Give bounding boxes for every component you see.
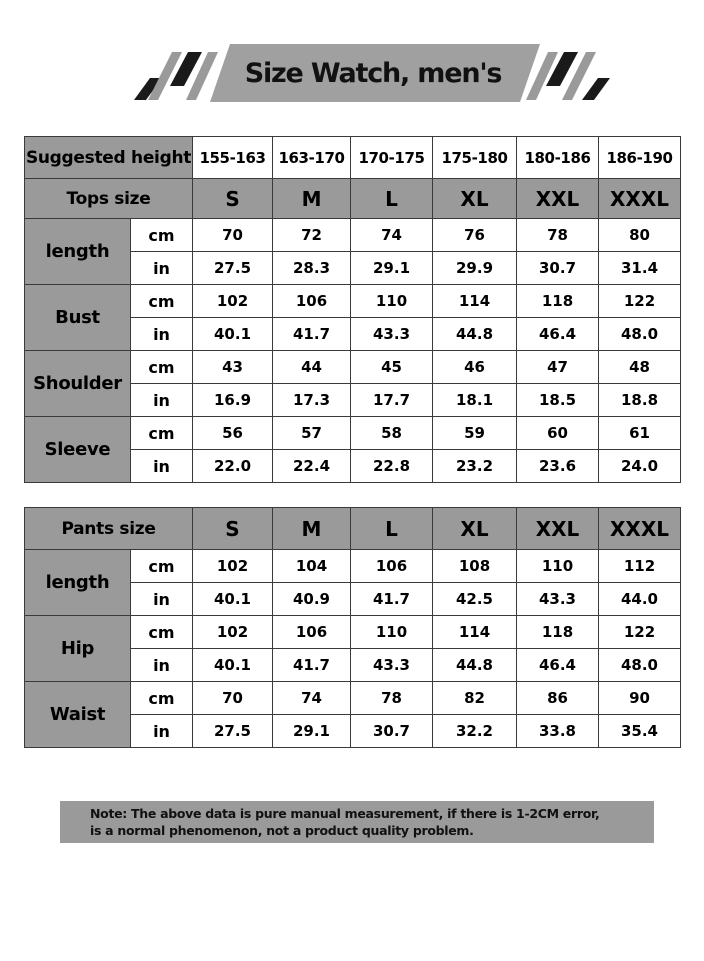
value-cell: 118 <box>517 616 599 649</box>
value-cell: 48.0 <box>599 318 681 351</box>
value-cell: 44.0 <box>599 583 681 616</box>
measurement-label: Hip <box>25 616 131 682</box>
size-header-cell: XL <box>433 179 517 219</box>
value-cell: 31.4 <box>599 252 681 285</box>
size-header-cell: XXXL <box>599 179 681 219</box>
tops-size-table <box>24 136 681 483</box>
size-header-cell: M <box>273 508 351 550</box>
value-cell: 80 <box>599 219 681 252</box>
unit-label: in <box>131 384 193 417</box>
value-cell: 17.7 <box>351 384 433 417</box>
value-cell: 76 <box>433 219 517 252</box>
value-cell: 106 <box>273 616 351 649</box>
value-cell: 43.3 <box>517 583 599 616</box>
value-cell: 112 <box>599 550 681 583</box>
value-cell: 74 <box>351 219 433 252</box>
value-cell: 40.1 <box>193 318 273 351</box>
size-header-cell: S <box>193 179 273 219</box>
unit-label: cm <box>131 616 193 649</box>
height-cell: 170-175 <box>351 137 433 179</box>
note-line-2: is a normal phenomenon, not a product quality problem. <box>90 823 474 838</box>
value-cell: 102 <box>193 550 273 583</box>
height-cell: 163-170 <box>273 137 351 179</box>
value-cell: 102 <box>193 616 273 649</box>
value-cell: 114 <box>433 616 517 649</box>
measurement-row <box>25 616 681 649</box>
value-cell: 42.5 <box>433 583 517 616</box>
value-cell: 110 <box>351 616 433 649</box>
size-header-cell: XXL <box>517 179 599 219</box>
value-cell: 122 <box>599 285 681 318</box>
measurement-label: length <box>25 550 131 616</box>
height-cell: 186-190 <box>599 137 681 179</box>
title-banner <box>0 0 704 110</box>
value-cell: 43 <box>193 351 273 384</box>
value-cell: 35.4 <box>599 715 681 748</box>
measurement-row <box>25 219 681 252</box>
value-cell: 24.0 <box>599 450 681 483</box>
value-cell: 44.8 <box>433 649 517 682</box>
measurement-row <box>25 550 681 583</box>
value-cell: 56 <box>193 417 273 450</box>
value-cell: 44 <box>273 351 351 384</box>
page-title: Size Watch, men's <box>244 57 502 89</box>
value-cell: 22.4 <box>273 450 351 483</box>
value-cell: 70 <box>193 219 273 252</box>
value-cell: 110 <box>351 285 433 318</box>
unit-label: in <box>131 252 193 285</box>
value-cell: 23.2 <box>433 450 517 483</box>
unit-label: in <box>131 583 193 616</box>
measurement-row <box>25 682 681 715</box>
unit-label: in <box>131 715 193 748</box>
value-cell: 29.1 <box>351 252 433 285</box>
unit-label: cm <box>131 351 193 384</box>
unit-label: cm <box>131 550 193 583</box>
value-cell: 16.9 <box>193 384 273 417</box>
measurement-label: length <box>25 219 131 285</box>
value-cell: 122 <box>599 616 681 649</box>
height-row <box>25 137 681 179</box>
measurement-note <box>60 801 654 843</box>
note-line-1: Note: The above data is pure manual measurement, if there is 1-2CM error, <box>90 806 600 821</box>
value-cell: 27.5 <box>193 715 273 748</box>
value-cell: 18.5 <box>517 384 599 417</box>
value-cell: 28.3 <box>273 252 351 285</box>
value-cell: 102 <box>193 285 273 318</box>
value-cell: 17.3 <box>273 384 351 417</box>
value-cell: 90 <box>599 682 681 715</box>
unit-label: in <box>131 649 193 682</box>
pants-size-table <box>24 507 681 748</box>
value-cell: 78 <box>351 682 433 715</box>
value-cell: 47 <box>517 351 599 384</box>
value-cell: 29.1 <box>273 715 351 748</box>
value-cell: 61 <box>599 417 681 450</box>
value-cell: 78 <box>517 219 599 252</box>
value-cell: 40.1 <box>193 649 273 682</box>
tops-size-label: Tops size <box>25 179 193 219</box>
value-cell: 46 <box>433 351 517 384</box>
value-cell: 46.4 <box>517 318 599 351</box>
size-header-cell: XL <box>433 508 517 550</box>
value-cell: 60 <box>517 417 599 450</box>
value-cell: 104 <box>273 550 351 583</box>
height-cell: 175-180 <box>433 137 517 179</box>
value-cell: 40.1 <box>193 583 273 616</box>
size-header-cell: L <box>351 508 433 550</box>
value-cell: 18.8 <box>599 384 681 417</box>
height-cell: 155-163 <box>193 137 273 179</box>
value-cell: 86 <box>517 682 599 715</box>
value-cell: 106 <box>273 285 351 318</box>
value-cell: 40.9 <box>273 583 351 616</box>
measurement-label: Sleeve <box>25 417 131 483</box>
unit-label: cm <box>131 417 193 450</box>
unit-label: in <box>131 318 193 351</box>
measurement-label: Bust <box>25 285 131 351</box>
value-cell: 72 <box>273 219 351 252</box>
unit-label: in <box>131 450 193 483</box>
value-cell: 45 <box>351 351 433 384</box>
value-cell: 114 <box>433 285 517 318</box>
value-cell: 32.2 <box>433 715 517 748</box>
size-header-cell: XXXL <box>599 508 681 550</box>
value-cell: 118 <box>517 285 599 318</box>
value-cell: 48 <box>599 351 681 384</box>
size-header-cell: S <box>193 508 273 550</box>
size-header-cell: L <box>351 179 433 219</box>
value-cell: 70 <box>193 682 273 715</box>
height-cell: 180-186 <box>517 137 599 179</box>
measurement-row <box>25 417 681 450</box>
size-header-cell: XXL <box>517 508 599 550</box>
value-cell: 22.8 <box>351 450 433 483</box>
value-cell: 43.3 <box>351 649 433 682</box>
pants-size-label: Pants size <box>25 508 193 550</box>
value-cell: 30.7 <box>517 252 599 285</box>
value-cell: 41.7 <box>351 583 433 616</box>
value-cell: 58 <box>351 417 433 450</box>
value-cell: 33.8 <box>517 715 599 748</box>
tops-size-row <box>25 179 681 219</box>
value-cell: 82 <box>433 682 517 715</box>
right-stripe-4 <box>582 78 610 100</box>
value-cell: 46.4 <box>517 649 599 682</box>
measurement-row <box>25 285 681 318</box>
value-cell: 29.9 <box>433 252 517 285</box>
value-cell: 110 <box>517 550 599 583</box>
value-cell: 43.3 <box>351 318 433 351</box>
size-header-cell: M <box>273 179 351 219</box>
value-cell: 41.7 <box>273 649 351 682</box>
value-cell: 18.1 <box>433 384 517 417</box>
unit-label: cm <box>131 285 193 318</box>
value-cell: 44.8 <box>433 318 517 351</box>
measurement-label: Waist <box>25 682 131 748</box>
unit-label: cm <box>131 219 193 252</box>
pants-size-row <box>25 508 681 550</box>
value-cell: 48.0 <box>599 649 681 682</box>
value-cell: 27.5 <box>193 252 273 285</box>
value-cell: 30.7 <box>351 715 433 748</box>
value-cell: 23.6 <box>517 450 599 483</box>
value-cell: 106 <box>351 550 433 583</box>
value-cell: 74 <box>273 682 351 715</box>
measurement-row <box>25 351 681 384</box>
unit-label: cm <box>131 682 193 715</box>
value-cell: 108 <box>433 550 517 583</box>
value-cell: 22.0 <box>193 450 273 483</box>
suggested-height-label: Suggested height <box>25 137 193 179</box>
value-cell: 59 <box>433 417 517 450</box>
value-cell: 41.7 <box>273 318 351 351</box>
value-cell: 57 <box>273 417 351 450</box>
measurement-label: Shoulder <box>25 351 131 417</box>
